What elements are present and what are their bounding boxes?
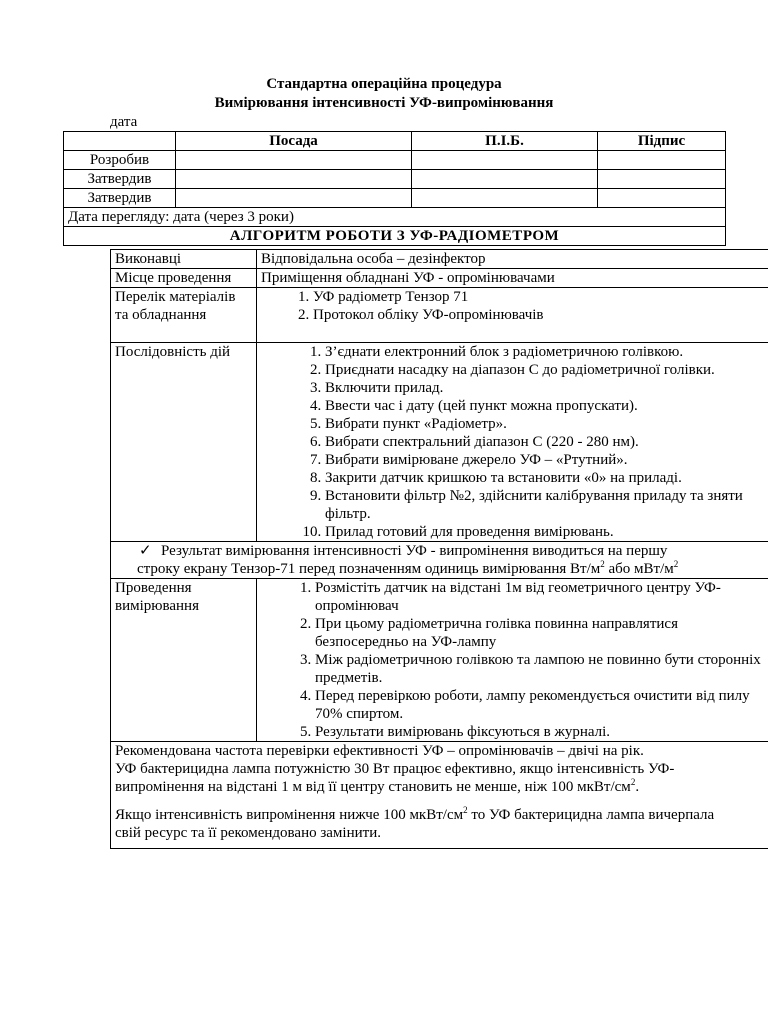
- measure-row: [111, 579, 768, 742]
- list-item: 2. Протокол обліку УФ-опромінювачів: [313, 306, 764, 324]
- measure-cell: [257, 579, 768, 742]
- table-row: [64, 189, 726, 208]
- list-item: 1. УФ радіометр Тензор 71: [313, 288, 764, 306]
- materials-label: Перелік матеріалів та обладнання: [111, 288, 257, 343]
- final-row: [111, 742, 768, 849]
- materials-list: [261, 288, 764, 324]
- recommendations: [111, 742, 768, 849]
- list-item: 1. З’єднати електронний блок з радіометричною голівкою.: [325, 343, 764, 361]
- row-label: Розробив: [64, 151, 176, 170]
- sequence-list: [261, 343, 764, 541]
- sequence-cell: [257, 343, 768, 542]
- list-item: 4. Перед перевіркою роботи, лампу рекомендується очистити від пилу 70% спиртом.: [315, 687, 764, 723]
- final-text: Якщо інтенсивність випромінення нижче 100 мкВт/см: [115, 807, 464, 823]
- position-cell[interactable]: [176, 189, 412, 208]
- measure-label: Проведення вимірювання: [111, 579, 257, 742]
- note-text: або мВт/м: [604, 561, 674, 577]
- row-label: Затвердив: [64, 189, 176, 208]
- column-header-name: П.І.Б.: [412, 132, 598, 151]
- list-item: 2. При цьому радіометрична голівка повинна направлятися безпосередньо на УФ-лампу: [315, 615, 764, 651]
- algorithm-title-row: [64, 227, 726, 246]
- note-line: Результат вимірювання інтенсивності УФ - випромінення виводиться на першу: [161, 543, 668, 559]
- superscript: 2: [463, 805, 468, 815]
- place-row: [111, 269, 768, 288]
- superscript: 2: [600, 559, 605, 569]
- list-item: 5. Результати вимірювань фіксуються в журналі.: [315, 723, 764, 741]
- approval-table: [63, 131, 726, 246]
- list-item: 6. Вибрати спектральний діапазон С (220 - 280 нм).: [325, 433, 764, 451]
- result-note: [111, 542, 768, 579]
- final-paragraph: [115, 760, 715, 796]
- position-cell[interactable]: [176, 151, 412, 170]
- checkmark-icon: ✓: [139, 543, 152, 559]
- name-cell[interactable]: [412, 170, 598, 189]
- list-item: 3. Включити прилад.: [325, 379, 764, 397]
- list-item: 2. Приєднати насадку на діапазон С до радіометричної голівки.: [325, 361, 764, 379]
- sequence-row: [111, 343, 768, 542]
- column-header-position: Посада: [176, 132, 412, 151]
- final-text: УФ бактерицидна лампа потужністю 30 Вт працює ефективно, якщо інтенсивність УФ-випромінення на відстані 1 м від її центру становить не менше, ніж 100 мкВт/см: [115, 761, 675, 795]
- materials-cell: [257, 288, 768, 343]
- list-item: 4. Ввести час і дату (цей пункт можна пропускати).: [325, 397, 764, 415]
- executors-value: Відповідальна особа – дезінфектор: [257, 250, 768, 269]
- row-label: Затвердив: [64, 170, 176, 189]
- signature-cell[interactable]: [598, 189, 726, 208]
- materials-row: [111, 288, 768, 343]
- executors-row: [111, 250, 768, 269]
- name-cell[interactable]: [412, 189, 598, 208]
- note-text: строку екрану Тензор-71 перед позначенням одиниць вимірювання Вт/м: [137, 561, 601, 577]
- approval-header-row: [64, 132, 726, 151]
- name-cell[interactable]: [412, 151, 598, 170]
- final-paragraph: Рекомендована частота перевірки ефективності УФ – опромінювачів – двічі на рік.: [115, 743, 644, 759]
- table-row: [64, 151, 726, 170]
- table-row: [64, 170, 726, 189]
- algorithm-title: АЛГОРИТМ РОБОТИ З УФ-РАДІОМЕТРОМ: [64, 227, 726, 246]
- place-label: Місце проведення: [111, 269, 257, 288]
- list-item: 7. Вибрати вимірюване джерело УФ – «Ртутний».: [325, 451, 764, 469]
- doc-subtitle: Вимірювання інтенсивності УФ-випромінювання: [214, 95, 554, 111]
- signature-cell[interactable]: [598, 151, 726, 170]
- column-header-signature: Підпис: [598, 132, 726, 151]
- position-cell[interactable]: [176, 170, 412, 189]
- superscript: 2: [630, 777, 636, 787]
- final-paragraph: [115, 806, 725, 842]
- list-item: 5. Вибрати пункт «Радіометр».: [325, 415, 764, 433]
- superscript: 2: [673, 559, 679, 569]
- review-row: [64, 208, 726, 227]
- final-text: то УФ бактерицидна лампа вичерпала свій ресурс та її рекомендовано замінити.: [115, 807, 715, 841]
- executors-label: Виконавці: [111, 250, 257, 269]
- column-header: [64, 132, 176, 151]
- note-row: [111, 542, 768, 579]
- signature-cell[interactable]: [598, 170, 726, 189]
- place-value: Приміщення обладнані УФ - опромінювачами: [257, 269, 768, 288]
- doc-title: Стандартна операційна процедура: [266, 76, 502, 92]
- review-date: Дата перегляду: дата (через 3 роки): [64, 208, 726, 227]
- list-item: 3. Між радіометричною голівкою та лампою не повинно бути сторонніх предметів.: [315, 651, 764, 687]
- measure-list: [261, 579, 764, 741]
- procedure-table: [110, 249, 768, 849]
- note-line: [137, 560, 764, 578]
- date-label: дата: [110, 114, 138, 130]
- list-item: 8. Закрити датчик кришкою та встановити «0» на приладі.: [325, 469, 764, 487]
- list-item: 1. Розмістіть датчик на відстані 1м від геометричного центру УФ-опромінювач: [315, 579, 764, 615]
- list-item: 9. Встановити фільтр №2, здійснити калібрування приладу та зняти фільтр.: [325, 487, 764, 523]
- final-text: .: [635, 779, 640, 795]
- sequence-label: Послідовність дій: [111, 343, 257, 542]
- list-item: 10. Прилад готовий для проведення вимірювань.: [325, 523, 764, 541]
